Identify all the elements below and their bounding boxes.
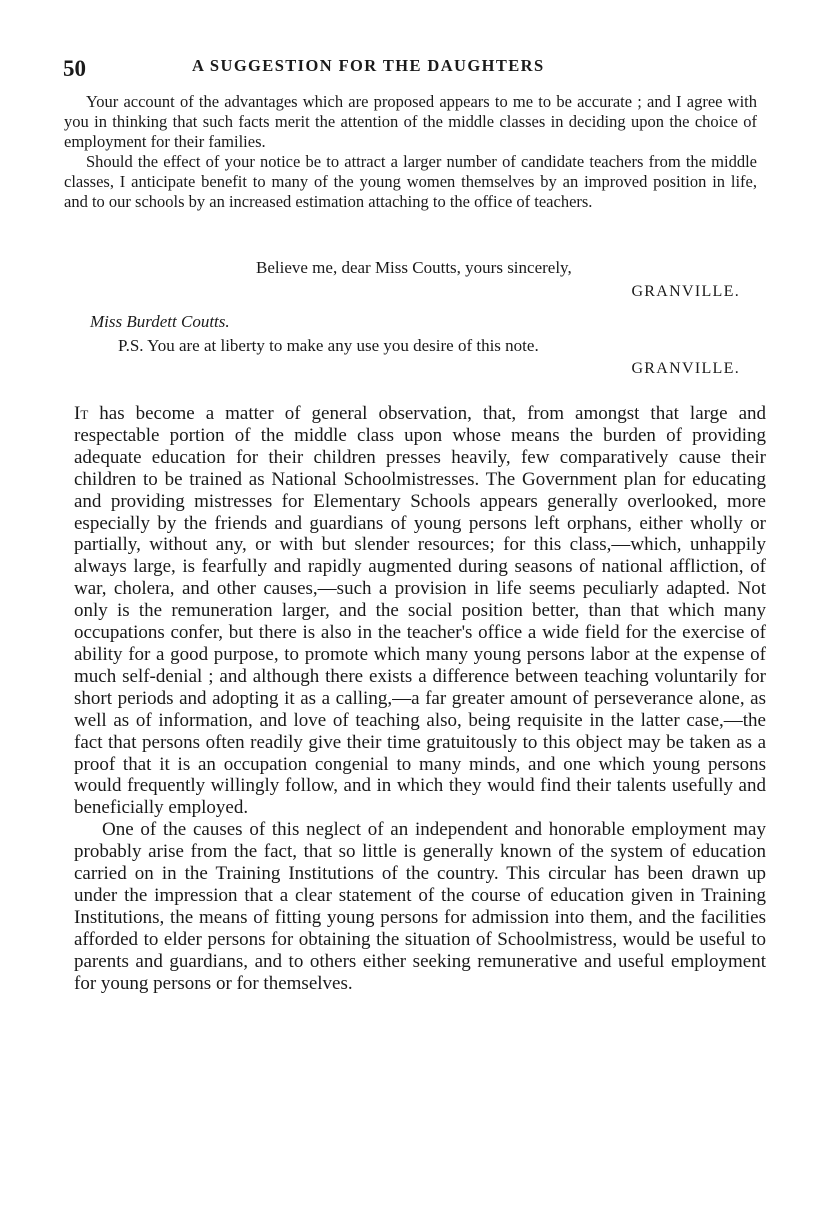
- body-paragraph-text: has become a matter of general observation, that, from amongst that large and respectable portion of the middle class upon whose means the burden of providing adequate education for their children presses heavily, few comparatively cause their children to be trained as National Schoolmistresses. The Government plan for educating and providing mistresses for Elementary Schools appears generally overlooked, more especially by the friends and guardians of young persons left orphans, either wholly or partially, without any, or with but slender resources; for this class,—which, unhappily always large, is fearfully and rapidly augmented during seasons of national affliction, of war, cholera, and other causes,—such a provision in life seems peculiarly adapted. Not only is the remuneration larger, and the social position better, than that which many occupations confer, but there is also in the teacher's office a wide field for the exercise of ability for a good purpose, to promote which many young persons labor at the expense of much self-denial ; and although there exists a difference between teaching voluntarily for short periods and adopting it as a calling,—a far greater amount of perseverance alone, as well as of information, and love of teaching also, being requisite in the latter case,—the fact that persons often readily give their time gratuitously to this object may be taken as a proof that it is an occupation congenial to many minds, and one which young persons would frequently willingly follow, and in which they would find their talents usefully and beneficially employed.: [74, 403, 766, 819]
- body-paragraph: [74, 403, 766, 819]
- letter-addressee: Miss Burdett Coutts.: [90, 312, 230, 331]
- letter-paragraph: Should the effect of your notice be to attract a larger number of candidate teachers from the middle classes, I anticipate benefit to many of the young women themselves by an improved position in life, and to our schools by an increased estimation attaching to the office of teachers.: [64, 152, 757, 211]
- letter-text: [64, 92, 757, 212]
- body-paragraph: One of the causes of this neglect of an independent and honorable employment may probably arise from the fact, that so little is generally known of the system of education carried on in the Training Institutions of the country. This circular has been drawn up under the impression that a clear statement of the course of education given in Training Institutions, the means of fitting young persons for admission into them, and the facilities afforded to elder persons for obtaining the situation of Schoolmistress, would be useful to parents and guardians, and to others either seeking remunerative and useful employment for young persons or for themselves.: [74, 819, 766, 994]
- letter-paragraph: Your account of the advantages which are proposed appears to me to be accurate ; and I agree with you in thinking that such facts merit the attention of the middle classes in deciding upon the choice of employment for their families.: [64, 92, 757, 151]
- letter-postscript: P.S. You are at liberty to make any use you desire of this note.: [118, 336, 539, 355]
- letter-signature: GRANVILLE.: [631, 283, 740, 300]
- page-number: 50: [63, 56, 86, 81]
- opening-word: It: [74, 403, 89, 424]
- body-text: [74, 403, 766, 994]
- running-title: A SUGGESTION FOR THE DAUGHTERS: [192, 56, 545, 75]
- letter-closing: Believe me, dear Miss Coutts, yours sincerely,: [256, 258, 572, 277]
- postscript-signature: GRANVILLE.: [631, 360, 740, 377]
